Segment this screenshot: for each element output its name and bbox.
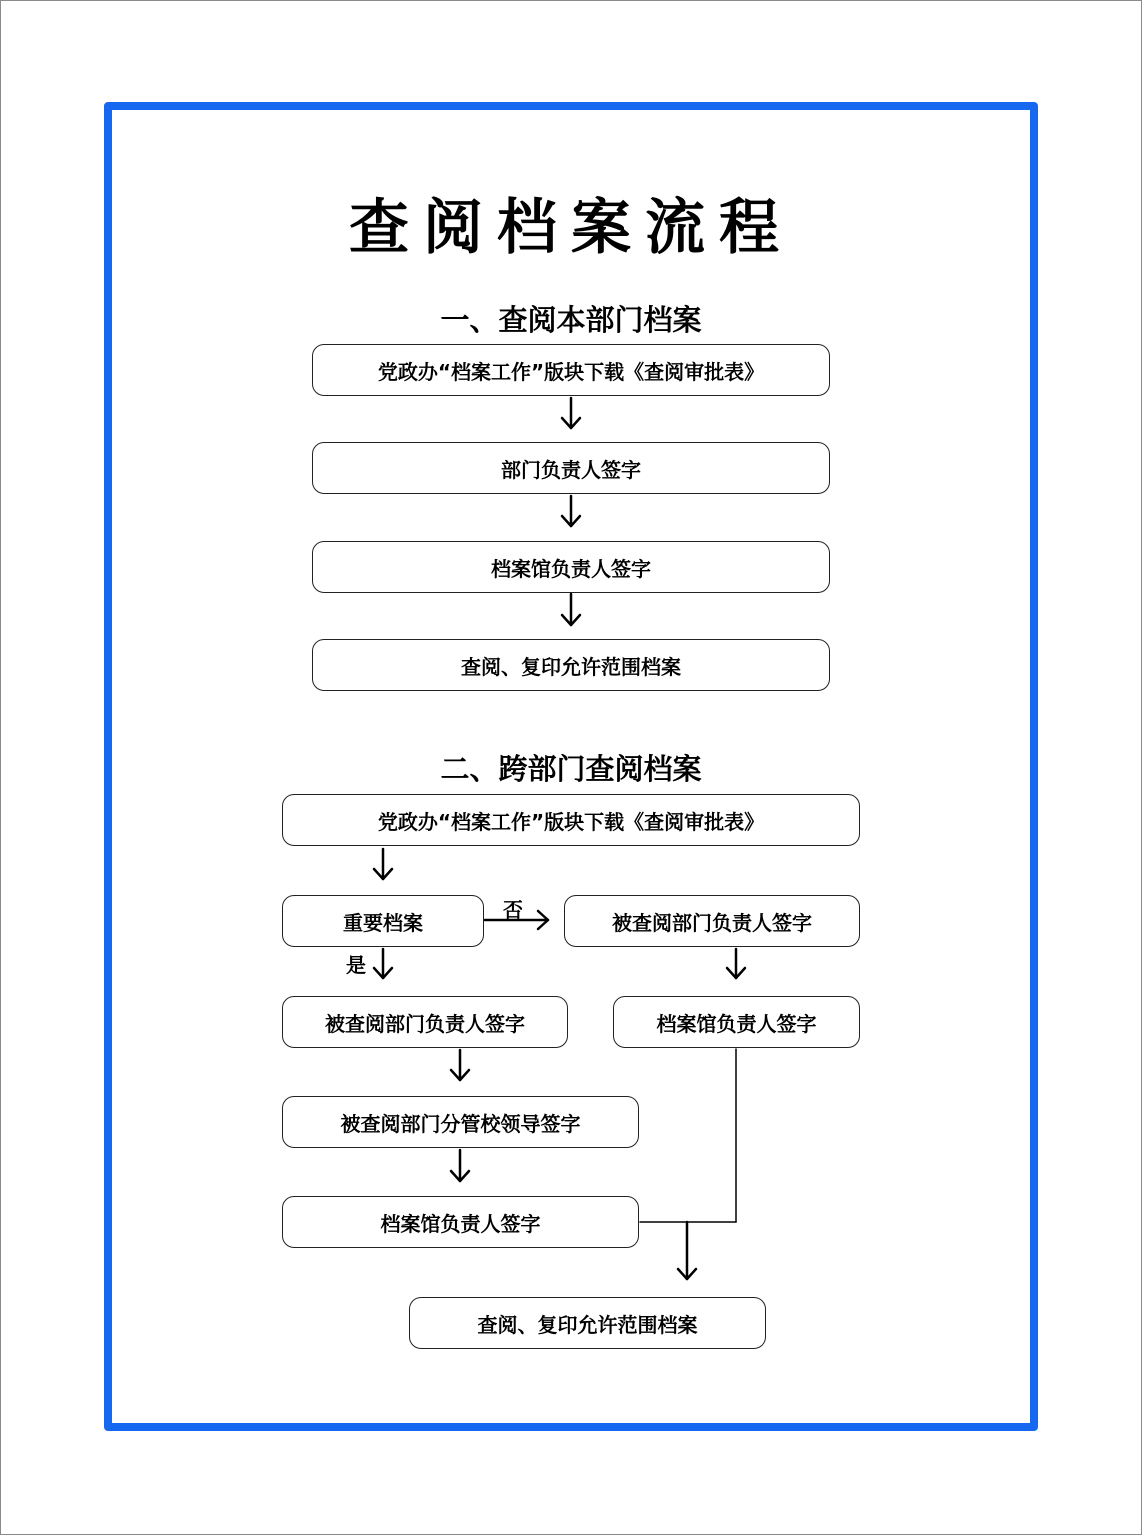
page-title: 查阅档案流程 <box>349 193 793 263</box>
s2-step-download: 党政办“档案工作”版块下载《查阅审批表》 <box>282 794 860 846</box>
arrow-down-icon <box>451 1150 469 1181</box>
arrow-down-icon <box>678 1222 696 1279</box>
arrow-down-icon <box>562 398 580 428</box>
s2-yes-archive-sign: 档案馆负责人签字 <box>282 1196 639 1248</box>
s2-step-access: 查阅、复印允许范围档案 <box>409 1297 766 1349</box>
arrow-down-icon <box>374 849 392 879</box>
section1-heading: 一、查阅本部门档案 <box>440 303 702 337</box>
s2-yes-leader-sign: 被查阅部门分管校领导签字 <box>282 1096 639 1148</box>
arrow-down-icon <box>374 949 392 978</box>
yes-label: 是 <box>346 953 366 977</box>
s2-decision-important: 重要档案 <box>282 895 484 947</box>
s2-yes-dept-sign: 被查阅部门负责人签字 <box>282 996 568 1048</box>
arrow-down-icon <box>727 949 745 978</box>
arrow-right-icon <box>485 911 548 929</box>
s2-no-archive-sign: 档案馆负责人签字 <box>613 996 860 1048</box>
s1-step-download: 党政办“档案工作”版块下载《查阅审批表》 <box>312 344 830 396</box>
arrow-down-icon <box>562 496 580 526</box>
s2-no-dept-sign: 被查阅部门负责人签字 <box>564 895 860 947</box>
s1-step-access: 查阅、复印允许范围档案 <box>312 639 830 691</box>
no-label: 否 <box>503 898 523 922</box>
arrow-down-icon <box>451 1050 469 1080</box>
arrow-down-icon <box>562 594 580 625</box>
s1-step-archive-sign: 档案馆负责人签字 <box>312 541 830 593</box>
s1-step-dept-sign: 部门负责人签字 <box>312 442 830 494</box>
section2-heading: 二、跨部门查阅档案 <box>440 752 702 786</box>
